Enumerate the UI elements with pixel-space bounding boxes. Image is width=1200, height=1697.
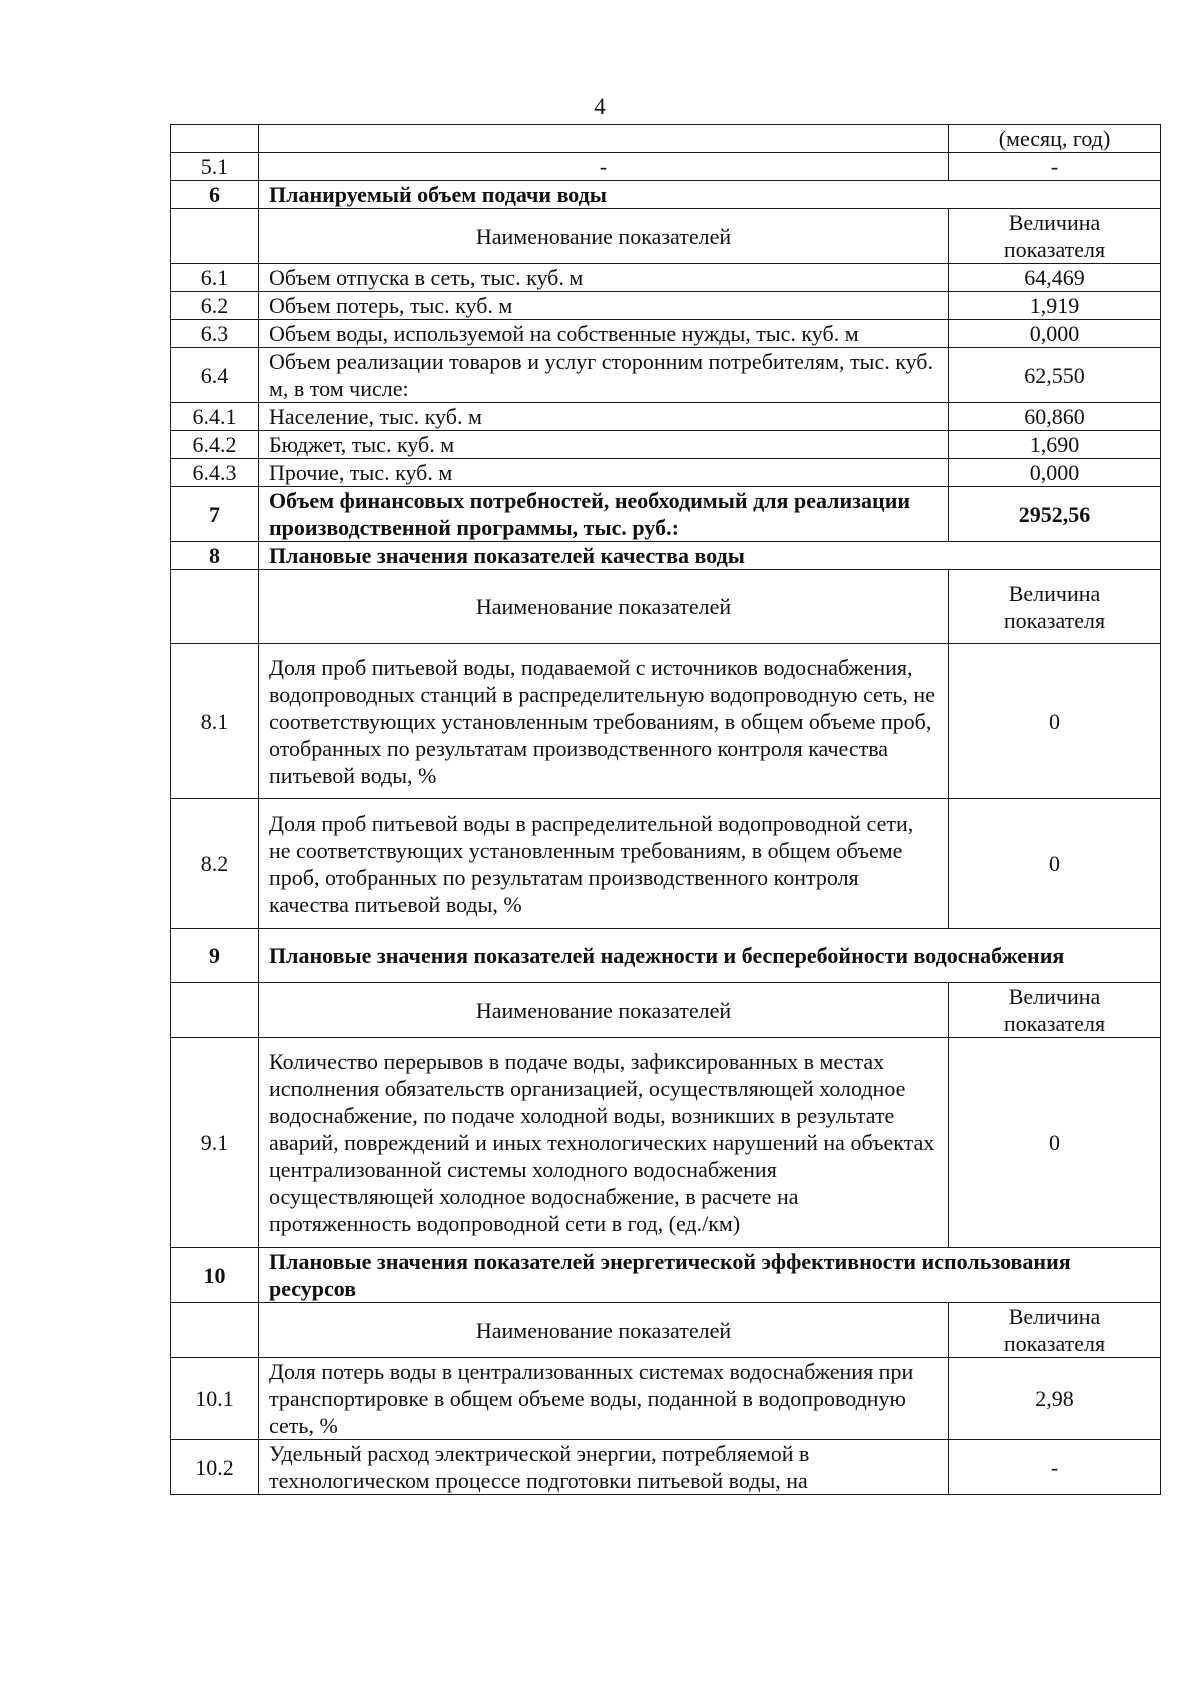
indicator-value: 0: [949, 1038, 1161, 1248]
indicator-name: [259, 125, 949, 153]
table-row: [171, 292, 1161, 320]
column-header-name: Наименование показателей: [259, 570, 949, 644]
table-row: [171, 320, 1161, 348]
indicator-value: -: [949, 1440, 1161, 1495]
indicator-value: 64,469: [949, 264, 1161, 292]
column-header-name: Наименование показателей: [259, 1303, 949, 1358]
column-header-value: Величина показателя: [949, 1303, 1161, 1358]
indicator-name: Количество перерывов в подаче воды, зафиксированных в местах исполнения обязательств организацией, осуществляющей холодное водоснабжение, по подаче холодной воды, возникших в результате аварий, повреждений и иных технологических нарушений на объектах централизованной системы холодного водоснабжения осуществляющей холодное водоснабжение, в расчете на протяженность водопроводной сети в год, (ед./км): [259, 1038, 949, 1248]
row-number: 10: [171, 1248, 259, 1303]
indicator-name: Удельный расход электрической энергии, потребляемой в технологическом процессе подготовки питьевой воды, на: [259, 1440, 949, 1495]
row-number: 6.3: [171, 320, 259, 348]
table-row: [171, 459, 1161, 487]
indicator-name: Объем потерь, тыс. куб. м: [259, 292, 949, 320]
row-number: 6.4: [171, 348, 259, 403]
section-row: [171, 542, 1161, 570]
header-row: [171, 570, 1161, 644]
row-number: 9.1: [171, 1038, 259, 1248]
row-number: 6.4.2: [171, 431, 259, 459]
row-number: [171, 209, 259, 264]
table-row: [171, 403, 1161, 431]
row-number: 6: [171, 181, 259, 209]
indicator-name: Объем финансовых потребностей, необходимый для реализации производственной программы, тыс. руб.:: [259, 487, 949, 542]
table-row: [171, 799, 1161, 929]
indicator-name: Доля проб питьевой воды в распределительной водопроводной сети, не соответствующих установленным требованиям, в общем объеме проб, отобранных по результатам производственного контроля качества питьевой воды, %: [259, 799, 949, 929]
indicator-value: (месяц, год): [949, 125, 1161, 153]
indicator-name: Объем отпуска в сеть, тыс. куб. м: [259, 264, 949, 292]
row-number: 9: [171, 929, 259, 983]
header-row: [171, 1303, 1161, 1358]
table-row: [171, 1440, 1161, 1495]
section-row: [171, 929, 1161, 983]
indicator-value: 62,550: [949, 348, 1161, 403]
table-row: [171, 487, 1161, 542]
row-number: 6.1: [171, 264, 259, 292]
row-number: [171, 570, 259, 644]
row-number: 8.1: [171, 644, 259, 799]
indicator-value: -: [949, 153, 1161, 181]
indicator-value: 1,690: [949, 431, 1161, 459]
indicator-value: 2,98: [949, 1358, 1161, 1440]
column-header-value: Величина показателя: [949, 983, 1161, 1038]
indicator-value: 0: [949, 644, 1161, 799]
table-row: [171, 153, 1161, 181]
page-number: 4: [594, 94, 606, 119]
indicator-name: Объем воды, используемой на собственные нужды, тыс. куб. м: [259, 320, 949, 348]
indicator-name: Население, тыс. куб. м: [259, 403, 949, 431]
header-row: [171, 983, 1161, 1038]
table-row: [171, 431, 1161, 459]
column-header-value: Величина показателя: [949, 570, 1161, 644]
row-number: 7: [171, 487, 259, 542]
row-number: 10.2: [171, 1440, 259, 1495]
indicator-value: 2952,56: [949, 487, 1161, 542]
table-row: [171, 348, 1161, 403]
indicator-value: 0,000: [949, 459, 1161, 487]
column-header-name: Наименование показателей: [259, 209, 949, 264]
table-row: [171, 125, 1161, 153]
row-number: 8.2: [171, 799, 259, 929]
row-number: 10.1: [171, 1358, 259, 1440]
column-header-value: Величина показателя: [949, 209, 1161, 264]
row-number: [171, 1303, 259, 1358]
row-number: 5.1: [171, 153, 259, 181]
indicator-name: Объем реализации товаров и услуг сторонним потребителям, тыс. куб. м, в том числе:: [259, 348, 949, 403]
header-row: [171, 209, 1161, 264]
indicator-value: 1,919: [949, 292, 1161, 320]
indicator-name: Прочие, тыс. куб. м: [259, 459, 949, 487]
indicator-name: Доля проб питьевой воды, подаваемой с источников водоснабжения, водопроводных станций в распределительную водопроводную сеть, не соответствующих установленным требованиям, в общем объеме проб, отобранных по результатам производственного контроля качества питьевой воды, %: [259, 644, 949, 799]
indicator-name: Бюджет, тыс. куб. м: [259, 431, 949, 459]
indicator-name: Доля потерь воды в централизованных системах водоснабжения при транспортировке в общем объеме воды, поданной в водопроводную сеть, %: [259, 1358, 949, 1440]
row-number: 8: [171, 542, 259, 570]
row-number: 6.2: [171, 292, 259, 320]
section-title: Плановые значения показателей качества воды: [259, 542, 1161, 570]
indicator-value: 0,000: [949, 320, 1161, 348]
section-title: Плановые значения показателей надежности и бесперебойности водоснабжения: [259, 929, 1161, 983]
section-row: [171, 1248, 1161, 1303]
indicator-value: 0: [949, 799, 1161, 929]
section-title: Планируемый объем подачи воды: [259, 181, 1161, 209]
table-row: [171, 264, 1161, 292]
section-title: Плановые значения показателей энергетической эффективности использования ресурсов: [259, 1248, 1161, 1303]
row-number: [171, 125, 259, 153]
column-header-name: Наименование показателей: [259, 983, 949, 1038]
table-row: [171, 1038, 1161, 1248]
indicator-name: -: [259, 153, 949, 181]
table-row: [171, 644, 1161, 799]
table-row: [171, 1358, 1161, 1440]
indicators-table: [170, 124, 1161, 1495]
row-number: 6.4.3: [171, 459, 259, 487]
section-row: [171, 181, 1161, 209]
indicator-value: 60,860: [949, 403, 1161, 431]
row-number: 6.4.1: [171, 403, 259, 431]
row-number: [171, 983, 259, 1038]
